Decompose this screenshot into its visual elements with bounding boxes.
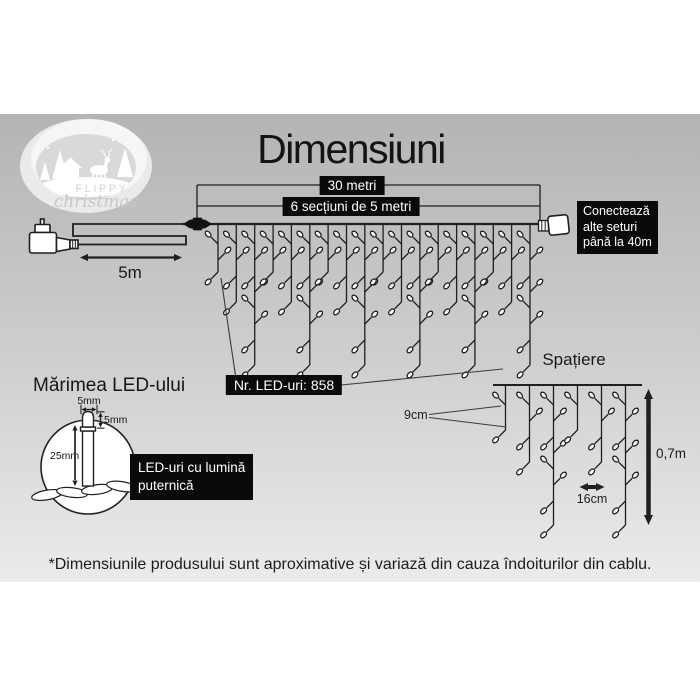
end-connector-icon [539, 214, 570, 235]
led-gap-leader-lines [429, 406, 506, 427]
inline-connector-icon [183, 218, 212, 231]
lead-length-arrow [80, 254, 182, 261]
logo-brand-text: FLIPPY. [75, 183, 133, 195]
total-length-label: 30 metri [320, 176, 385, 195]
led-bulb-icon [81, 412, 96, 487]
disclaimer-text: *Dimensiunile produsului sunt aproximative și variază din cauza îndoiturilor din cablu. [48, 556, 652, 573]
drop-height-arrow [644, 389, 653, 525]
led-width-label: 5mm [77, 395, 101, 407]
drop-gap-label: 16cm [576, 492, 608, 506]
led-note-box [130, 454, 253, 500]
connect-note-box [577, 201, 658, 254]
led-size-heading: Mărimea LED-ului [33, 375, 186, 396]
sections-label: 6 secțiuni de 5 metri [283, 197, 420, 216]
spacing-garland [492, 385, 642, 539]
led-total-height-label: 25mm [50, 450, 80, 462]
connect-note-line2: alte seturi [583, 219, 638, 234]
led-dome-height-label: 5mm [104, 414, 128, 426]
led-note-line2: puternică [138, 477, 194, 493]
lead-length-label: 5m [118, 263, 142, 282]
drop-height-label: 0,7m [656, 446, 687, 461]
spacing-heading: Spațiere [542, 350, 606, 369]
led-count-leader-lines [221, 278, 503, 386]
logo-sub-text: christmas [53, 192, 139, 212]
main-garland [183, 214, 569, 378]
power-lead [30, 219, 187, 261]
drop-gap-arrow [580, 483, 605, 491]
led-note-line1: LED-uri cu lumină [138, 460, 246, 475]
page-title: Dimensiuni [257, 126, 445, 172]
led-gap-label: 9cm [404, 408, 428, 422]
led-count-label: Nr. LED-uri: 858 [226, 375, 342, 395]
power-plug-icon [30, 219, 79, 253]
connect-note-line3: până la 40m [583, 235, 652, 249]
connect-note-line1: Conectează [583, 204, 650, 218]
